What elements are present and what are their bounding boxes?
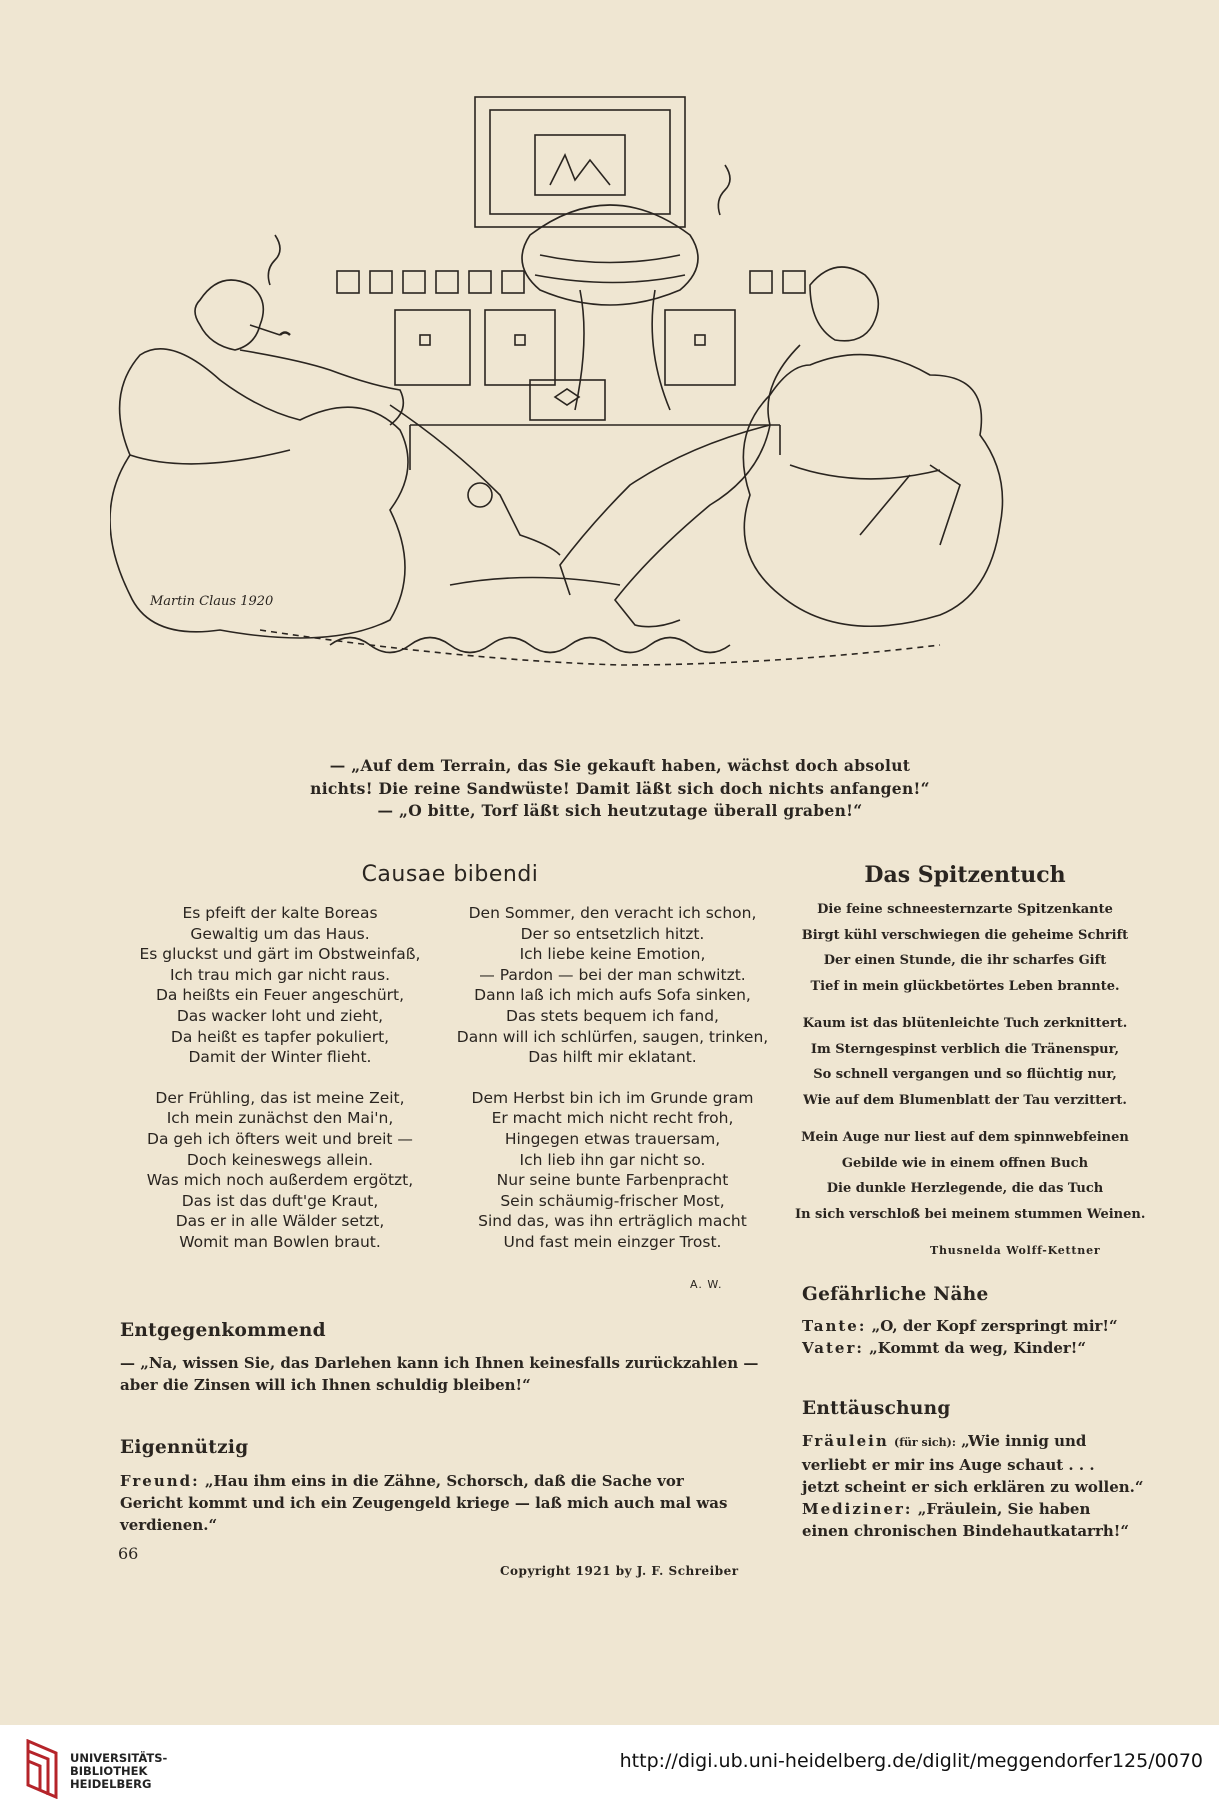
poem-author: Thusnelda Wolff-Kettner (930, 1244, 1101, 1257)
stage-direction: (für sich): (894, 1436, 956, 1449)
poem-line: Dem Herbst bin ich im Grunde gram (471, 1088, 754, 1107)
joke-line: Gericht kommt und ich ein Zeugengeld kriege — laß mich auch mal was (120, 1494, 728, 1512)
joke-line: einen chronischen Bindehautkatarrh!“ (802, 1522, 1129, 1540)
joke-line: „Wie innig und (961, 1432, 1087, 1450)
poem-line: Er macht mich nicht recht froh, (491, 1109, 734, 1128)
poem-line: Das stets bequem ich fand, (506, 1006, 719, 1025)
poem-line: Gewaltig um das Haus. (190, 924, 370, 943)
illustration-caption (120, 755, 1120, 823)
copyright-notice: Copyright 1921 by J. F. Schreiber (500, 1564, 739, 1578)
poem-line: Womit man Bowlen braut. (179, 1232, 381, 1251)
heading-entgegenkommend: Entgegenkommend (120, 1320, 326, 1341)
poem-title-causae-bibendi: Causae bibendi (361, 862, 539, 887)
speaker-label: Tante: (802, 1317, 867, 1335)
poem-line: Es gluckst und gärt im Obstweinfaß, (139, 945, 421, 964)
joke-enttaeuschung (802, 1430, 1144, 1542)
poem-line: Ich trau mich gar nicht raus. (169, 965, 391, 984)
poem-line: Da heißt es tapfer pokuliert, (170, 1027, 390, 1046)
poem-line: Dann laß ich mich aufs Sofa sinken, (474, 986, 751, 1005)
poem-causae-column-left (120, 903, 440, 1253)
poem-initials: A. W. (690, 1278, 723, 1291)
poem-line: Tief in mein glückbetörtes Leben brannte. (810, 978, 1120, 994)
poem-line: Sein schäumig-frischer Most, (500, 1191, 725, 1210)
poem-line: Ich mein zunächst den Mai'n, (166, 1109, 394, 1128)
poem-line: Das wacker loht und zieht, (176, 1006, 384, 1025)
joke-line: jetzt scheint er sich erklären zu wollen.“ (802, 1478, 1144, 1496)
poem-line: Damit der Winter flieht. (188, 1048, 372, 1067)
heading-enttaeuschung: Enttäuschung (802, 1398, 951, 1419)
speaker-label: Fräulein (802, 1432, 889, 1450)
poem-line: Ich liebe keine Emotion, (519, 945, 706, 964)
poem-line: Was mich noch außerdem ergötzt, (146, 1171, 414, 1190)
library-name-line: HEIDELBERG (70, 1777, 152, 1791)
poem-line: Im Sterngespinst verblich die Tränenspur, (810, 1041, 1120, 1057)
joke-entgegenkommend (120, 1352, 760, 1396)
poem-line: Kaum ist das blütenleichte Tuch zerknittert. (802, 1016, 1128, 1031)
poem-line: Sind das, was ihn erträglich macht (478, 1212, 747, 1231)
joke-line: verdienen.“ (120, 1516, 218, 1534)
poem-causae-column-right (445, 903, 780, 1253)
permalink-url[interactable]: http://digi.ub.uni-heidelberg.de/diglit/meggendorfer125/0070 (619, 1750, 1203, 1772)
poem-line: Nur seine bunte Farbenpracht (496, 1171, 729, 1190)
page-number: 66 (118, 1544, 139, 1563)
joke-line: — „Na, wissen Sie, das Darlehen kann ich Ihnen keinesfalls zurückzahlen — (120, 1354, 759, 1372)
joke-gefaehrliche-naehe (802, 1315, 1127, 1359)
library-name (70, 1752, 167, 1791)
speaker-label: Freund: (120, 1472, 200, 1490)
caption-line: nichts! Die reine Sandwüste! Damit läßt sich doch nichts anfangen!“ (310, 778, 930, 798)
speaker-label: Vater: (802, 1339, 864, 1357)
joke-line: „Hau ihm eins in die Zähne, Schorsch, daß die Sache vor (204, 1472, 684, 1490)
poem-line: Da geh ich öfters weit und breit — (147, 1129, 413, 1148)
poem-line: Der Frühling, das ist meine Zeit, (155, 1088, 405, 1107)
artist-signature: Martin Claus 1920 (150, 594, 274, 609)
poem-line: Der einen Stunde, die ihr scharfes Gift (823, 953, 1107, 968)
poem-line: Hingegen etwas trauersam, (504, 1129, 721, 1148)
poem-line: Dann will ich schlürfen, saugen, trinken, (456, 1027, 769, 1046)
joke-line: verliebt er mir ins Auge schaut . . . (802, 1456, 1095, 1474)
poem-line: Und fast mein einzger Trost. (503, 1232, 722, 1251)
library-logo-icon (22, 1739, 62, 1799)
poem-line: Birgt kühl verschwiegen die geheime Schrift (801, 927, 1129, 943)
poem-line: Gebilde wie in einem offnen Buch (841, 1155, 1089, 1171)
joke-line: aber die Zinsen will ich Ihnen schuldig bleiben!“ (120, 1376, 531, 1394)
poem-line: Doch keineswegs allein. (186, 1150, 374, 1169)
caption-line: — „O bitte, Torf läßt sich heutzutage überall graben!“ (377, 801, 863, 820)
poem-line: Den Sommer, den veracht ich schon, (468, 904, 757, 922)
poem-line: Mein Auge nur liest auf dem spinnwebfeinen (801, 1130, 1129, 1145)
poem-line: So schnell vergangen und so flüchtig nur, (813, 1067, 1117, 1082)
illustration-two-men-in-armchairs (110, 85, 1120, 745)
library-name-line: UNIVERSITÄTS- (70, 1751, 168, 1765)
speaker-label: Mediziner: (802, 1500, 913, 1518)
poem-title-spitzentuch: Das Spitzentuch (864, 862, 1066, 888)
poem-line: Die feine schneesternzarte Spitzenkante (817, 902, 1113, 917)
library-name-line: BIBLIOTHEK (70, 1764, 148, 1778)
poem-line: Das ist das duft'ge Kraut, (181, 1191, 379, 1210)
poem-line: Da heißts ein Feuer angeschürt, (155, 986, 405, 1005)
poem-line: Es pfeift der kalte Boreas (182, 904, 378, 922)
poem-line: In sich verschloß bei meinem stummen Weinen. (795, 1206, 1146, 1222)
poem-line: Der so entsetzlich hitzt. (520, 924, 705, 943)
poem-line: Das er in alle Wälder setzt, (175, 1212, 385, 1231)
poem-spitzentuch (795, 897, 1146, 1227)
poem-line: Das hilft mir eklatant. (528, 1048, 697, 1067)
poem-line: Die dunkle Herzlegende, die das Tuch (826, 1181, 1104, 1196)
joke-line: „Kommt da weg, Kinder!“ (869, 1339, 1086, 1357)
poem-line: — Pardon — bei der man schwitzt. (479, 965, 746, 984)
joke-line: „Fräulein, Sie haben (917, 1500, 1091, 1518)
heading-gefaehrliche-naehe: Gefährliche Nähe (802, 1284, 989, 1305)
heading-eigennuetzig: Eigennützig (120, 1437, 249, 1458)
poem-line: Wie auf dem Blumenblatt der Tau verzittert. (803, 1092, 1127, 1108)
poem-line: Ich lieb ihn gar nicht so. (519, 1150, 706, 1169)
caption-line: — „Auf dem Terrain, das Sie gekauft haben, wächst doch absolut (329, 756, 911, 775)
joke-line: „O, der Kopf zerspringt mir!“ (871, 1317, 1118, 1335)
joke-eigennuetzig (120, 1470, 760, 1536)
